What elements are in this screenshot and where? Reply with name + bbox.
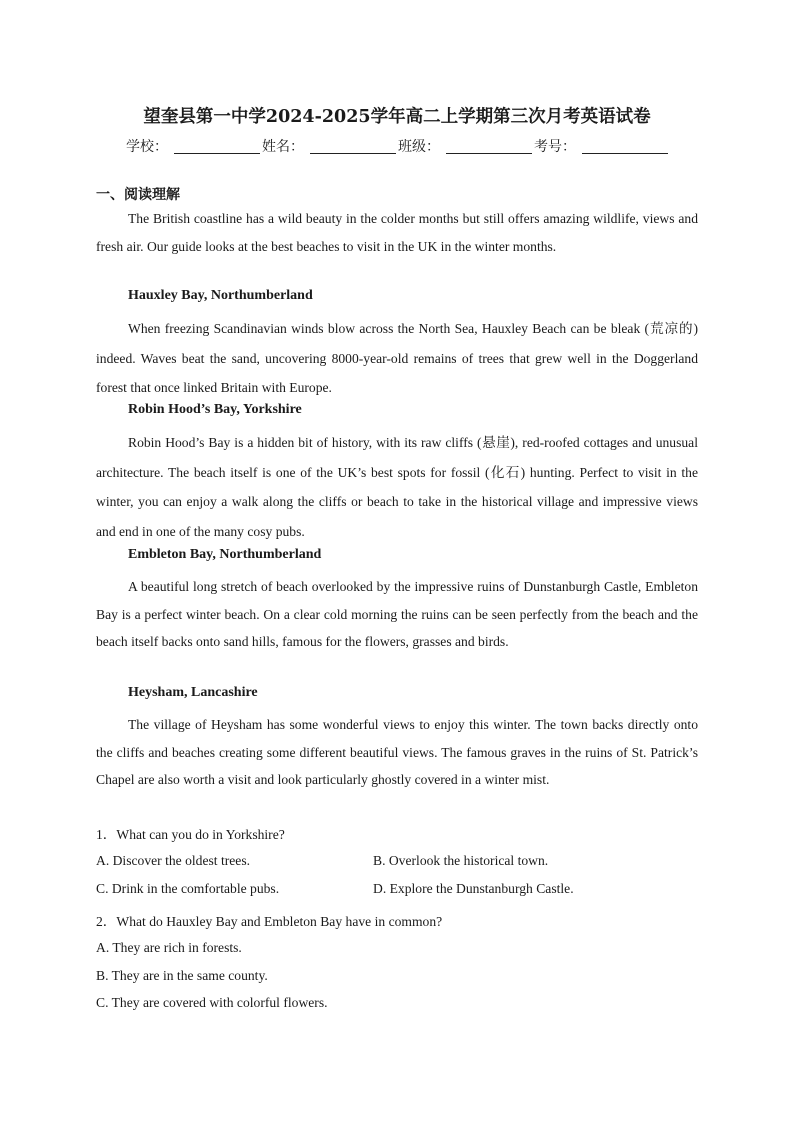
number-label: 考号： — [534, 139, 576, 155]
class-blank[interactable] — [446, 139, 532, 154]
beach-text-robin-hood: Robin Hood’s Bay is a hidden bit of history, with its raw cliffs (悬崖), red-roofed cottages and unusual architecture. The beach itself is one of the UK’s best spots for fossil (化石) hunting. Perfect to visit in the winter, you can enjoy a walk along the cliffs or beach to take in the historical village and impressive views and end in one of the many cosy pubs. — [96, 435, 698, 539]
beach-paragraph-embleton — [96, 573, 698, 656]
beach-paragraph-heysham — [96, 711, 698, 794]
question-1-option-b[interactable]: B. Overlook the historical town. — [373, 853, 549, 868]
school-blank[interactable] — [174, 139, 260, 154]
question-1-option-c[interactable]: C. Drink in the comfortable pubs. — [96, 881, 280, 896]
beach-heading-heysham: Heysham, Lancashire — [128, 685, 258, 700]
exam-title: 望奎县第一中学2024-2025学年高二上学期第三次月考英语试卷 — [143, 107, 651, 127]
number-blank[interactable] — [582, 139, 668, 154]
school-label: 学校： — [126, 139, 168, 155]
question-2-option-a[interactable]: A. They are rich in forests. — [96, 940, 242, 955]
intro-text: The British coastline has a wild beauty in the colder months but still offers amazing wildlife, views and fresh air. Our guide looks at the best beaches to visit in the UK in the winter months. — [96, 211, 698, 254]
question-1-option-a[interactable]: A. Discover the oldest trees. — [96, 853, 251, 868]
beach-heading-hauxley: Hauxley Bay, Northumberland — [128, 288, 313, 303]
beach-paragraph-hauxley — [96, 314, 698, 403]
question-1-option-d[interactable]: D. Explore the Dunstanburgh Castle. — [373, 881, 574, 896]
name-label: 姓名： — [262, 139, 304, 155]
beach-text-hauxley: When freezing Scandinavian winds blow across the North Sea, Hauxley Beach can be bleak (荒凉的) indeed. Waves beat the sand, uncovering 8000-year-old remains of trees that grew well in the Doggerland forest that once linked Britain with Europe. — [96, 321, 698, 395]
beach-heading-robin-hood: Robin Hood’s Bay, Yorkshire — [128, 402, 302, 417]
question-2-option-c[interactable]: C. They are covered with colorful flowers. — [96, 995, 328, 1010]
beach-text-heysham: The village of Heysham has some wonderful views to enjoy this winter. The town backs directly onto the cliffs and beaches creating some different beautiful views. The famous graves in the ruins of St. Patrick’s Chapel are also worth a visit and look particularly ghostly covered in a winter mist. — [96, 717, 698, 788]
question-1-stem: 1．What can you do in Yorkshire? — [96, 827, 285, 842]
student-info-line — [126, 136, 706, 156]
section-title: 一、阅读理解 — [96, 187, 180, 203]
intro-paragraph — [96, 205, 698, 260]
name-blank[interactable] — [310, 139, 396, 154]
beach-heading-embleton: Embleton Bay, Northumberland — [128, 547, 322, 562]
beach-text-embleton: A beautiful long stretch of beach overlooked by the impressive ruins of Dunstanburgh Castle, Embleton Bay is a perfect winter beach. On a clear cold morning the ruins can be seen perfectly from the beach and the beach itself backs onto sand hills, famous for the flowers, grasses and birds. — [96, 579, 698, 650]
beach-paragraph-robin-hood — [96, 428, 698, 546]
question-2-option-b[interactable]: B. They are in the same county. — [96, 968, 268, 983]
question-2-stem: 2．What do Hauxley Bay and Embleton Bay have in common? — [96, 914, 443, 929]
class-label: 班级： — [398, 139, 440, 155]
